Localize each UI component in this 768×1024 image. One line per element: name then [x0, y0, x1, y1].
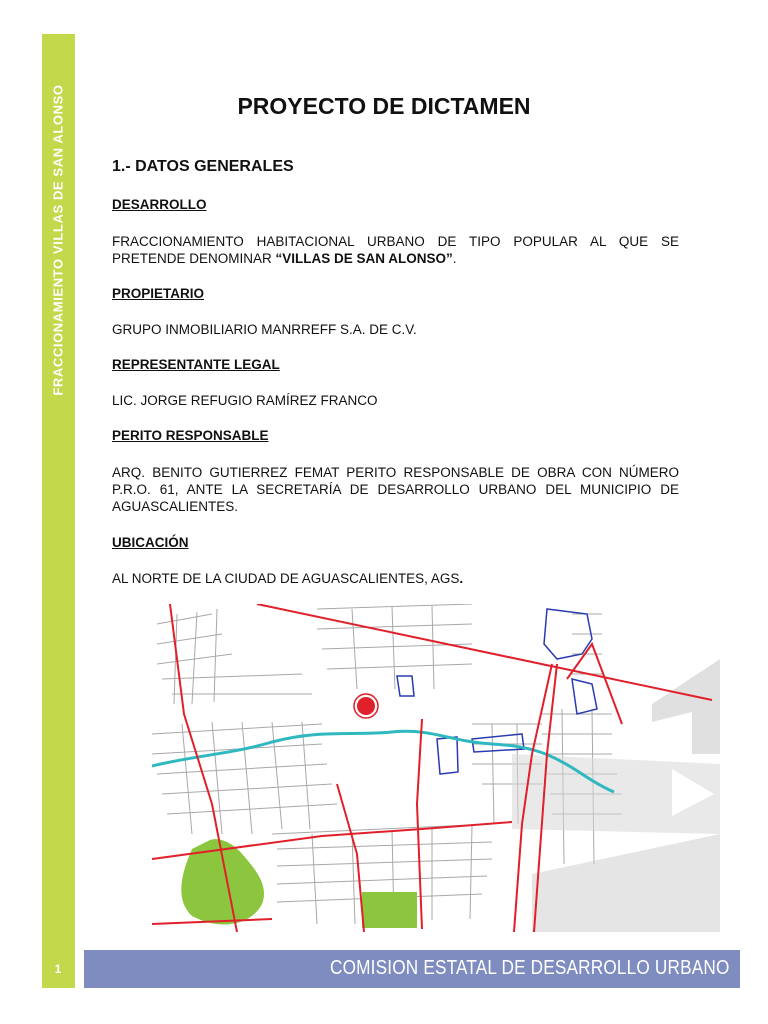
ubicacion-text: AL NORTE DE LA CIUDAD DE AGUASCALIENTES, AGS. — [112, 571, 464, 586]
sidebar-title: FRACCIONAMIENTO VILLAS DE SAN ALONSO — [50, 84, 66, 396]
desarrollo-heading: DESARROLLO — [112, 197, 207, 212]
representante-heading: REPRESENTANTE LEGAL — [112, 357, 280, 372]
footer-text: COMISION ESTATAL DE DESARROLLO URBANO — [330, 957, 730, 979]
location-map — [152, 604, 720, 932]
location-marker — [354, 694, 378, 718]
propietario-text: GRUPO INMOBILIARIO MANRREFF S.A. DE C.V. — [112, 322, 417, 337]
representante-text: LIC. JORGE REFUGIO RAMÍREZ FRANCO — [112, 393, 378, 408]
ubicacion-heading: UBICACIÓN — [112, 535, 189, 550]
perito-text: ARQ. BENITO GUTIERREZ FEMAT PERITO RESPONSABLE DE OBRA CON NÚMERO P.R.O. 61, ANTE LA SECRETARÍA DE DESARROLLO URBANO DEL MUNICIPIO DE AGUASCALIENTES. — [112, 465, 679, 514]
page-number: 1 — [54, 962, 62, 976]
development-name: “VILLAS DE SAN ALONSO” — [275, 251, 453, 266]
footer-bar — [84, 950, 740, 988]
section-heading: 1.- DATOS GENERALES — [112, 158, 294, 175]
document-title: PROYECTO DE DICTAMEN — [237, 93, 531, 119]
perito-heading: PERITO RESPONSABLE — [112, 428, 269, 443]
desarrollo-text: FRACCIONAMIENTO HABITACIONAL URBANO DE TIPO POPULAR AL QUE SE PRETENDE DENOMINAR “VILLAS DE SAN ALONSO”. — [112, 234, 679, 266]
propietario-heading: PROPIETARIO — [112, 286, 205, 301]
